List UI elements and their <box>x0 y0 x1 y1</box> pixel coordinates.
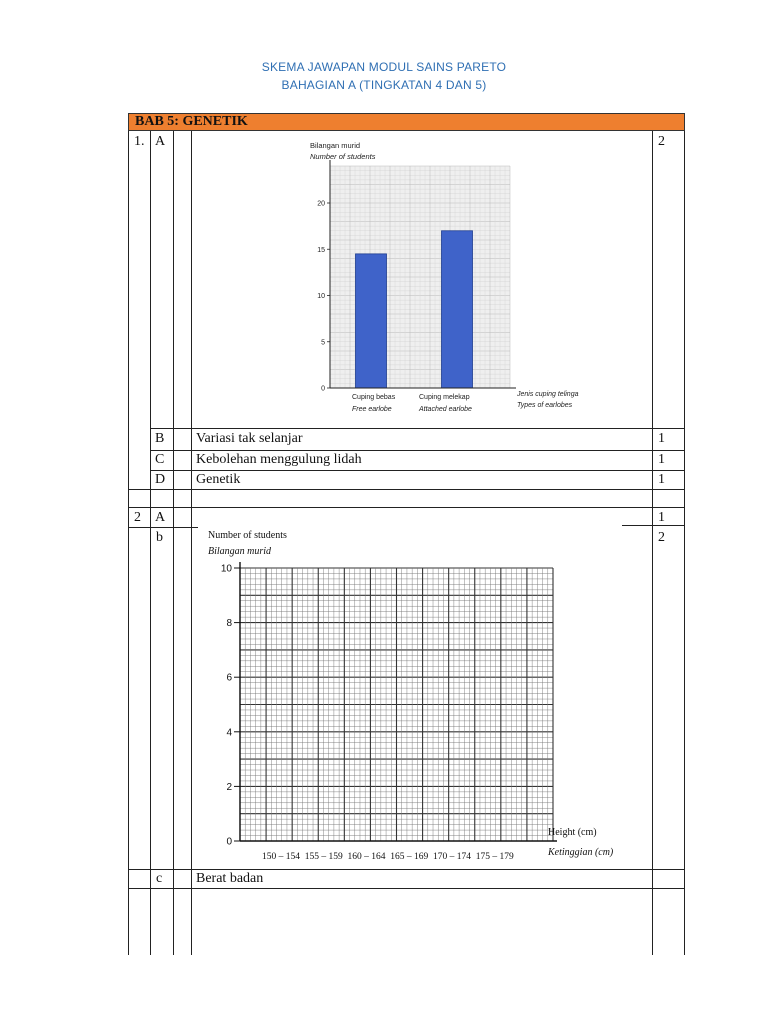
x-cat-label-en: Free earlobe <box>352 406 392 413</box>
y-tick-label: 6 <box>226 672 232 684</box>
table-border-right <box>684 131 685 955</box>
sub-label: A <box>155 510 166 525</box>
section-title: BAB 5: GENETIK <box>128 113 685 131</box>
table-rule <box>128 869 684 870</box>
y-tick-label: 8 <box>226 618 232 630</box>
mark: 1 <box>658 431 665 446</box>
answer-text: Genetik <box>196 472 241 487</box>
table-rule <box>150 450 684 451</box>
y-tick-label: 4 <box>226 727 232 739</box>
table-divider-sub <box>173 131 174 955</box>
y-tick-label: 10 <box>317 293 325 300</box>
answer-text: Kebolehan menggulung lidah <box>196 452 362 467</box>
module-title: SKEMA JAWAPAN MODUL SAINS PARETO <box>261 60 507 74</box>
sub-label: c <box>156 871 163 886</box>
x-axis-label: Height (cm) <box>548 827 597 838</box>
y-axis-label-en: Number of students <box>310 152 376 161</box>
answer-text: Berat badan <box>196 871 264 886</box>
height-graph-paper <box>198 528 648 868</box>
x-cat-label-en: Attached earlobe <box>419 406 472 413</box>
mark: 2 <box>658 530 665 545</box>
answer-text: Variasi tak selanjar <box>196 431 303 446</box>
question-number: 1. <box>134 134 145 149</box>
sub-label: D <box>155 472 166 487</box>
sub-label: A <box>155 134 166 149</box>
sub-label: B <box>155 431 165 446</box>
y-axis-label-ms: Bilangan murid <box>208 546 272 557</box>
table-rule <box>150 428 684 429</box>
mark: 1 <box>658 452 665 467</box>
y-tick-label: 2 <box>226 781 232 793</box>
y-tick-label: 0 <box>321 385 325 393</box>
mark: 2 <box>658 134 665 149</box>
graph-paper-grid <box>240 568 553 841</box>
table-rule <box>128 527 198 528</box>
table-rule <box>128 489 684 490</box>
table-rule <box>128 507 684 508</box>
table-rule <box>150 470 684 471</box>
earlobe-bar-chart <box>295 138 595 428</box>
bar-1 <box>356 254 387 388</box>
x-cat-label: Cuping bebas <box>352 394 396 401</box>
bar-2 <box>442 231 473 388</box>
sub-label: b <box>156 530 163 545</box>
sub-label: C <box>155 452 165 467</box>
y-tick-label: 5 <box>321 339 325 347</box>
table-rule <box>622 525 684 526</box>
mark: 1 <box>658 510 665 525</box>
mark: 1 <box>658 472 665 487</box>
question-number: 2 <box>134 510 141 525</box>
y-tick-label: 15 <box>317 246 325 254</box>
table-divider-num <box>150 131 151 955</box>
table-rule <box>128 888 684 889</box>
y-tick-label: 10 <box>220 563 232 575</box>
module-subtitle: BAHAGIAN A (TINGKATAN 4 DAN 5) <box>281 78 487 92</box>
y-tick-label: 0 <box>226 836 232 848</box>
table-divider-mark <box>652 131 653 955</box>
y-axis-label: Bilangan murid <box>310 141 361 150</box>
x-cat-label: Cuping melekap <box>419 394 470 401</box>
x-axis-label-ms: Ketinggian (cm) <box>548 847 614 858</box>
x-axis-label-en: Types of earlobes <box>517 402 573 409</box>
table-divider-answer <box>191 131 192 955</box>
table-border-left <box>128 131 129 955</box>
y-tick-label: 20 <box>317 200 325 208</box>
x-axis-label: Jenis cuping telinga <box>517 391 579 398</box>
y-axis-label: Number of students <box>208 530 287 541</box>
x-category-labels: 150 – 154 155 – 159 160 – 164 165 – 169 170 – 174 175 – 179 <box>262 852 514 862</box>
